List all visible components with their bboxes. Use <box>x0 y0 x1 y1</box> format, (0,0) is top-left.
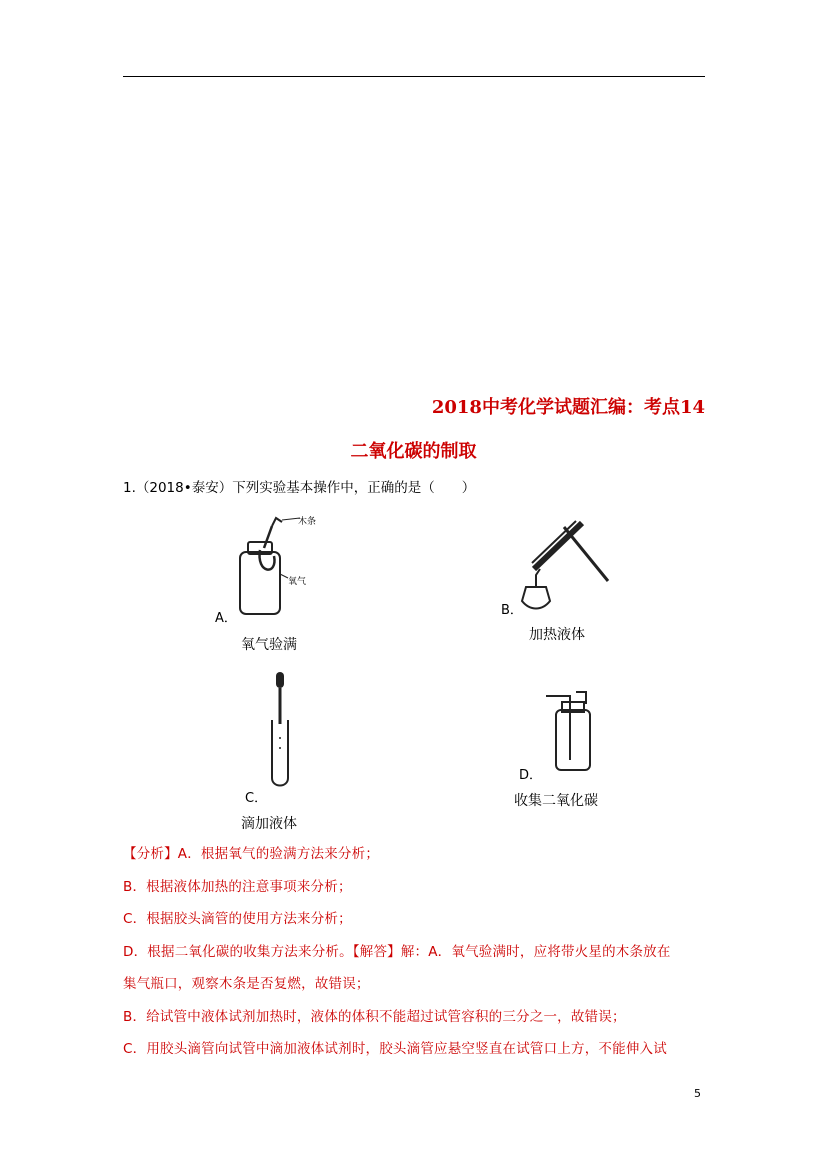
option-c-letter: C． <box>245 791 268 806</box>
option-b-caption: 加热液体 <box>529 627 585 643</box>
figure-a-oxygen-test <box>228 512 338 622</box>
header-rule <box>123 76 705 77</box>
option-a-letter: A． <box>215 611 237 626</box>
document-title: 2018中考化学试题汇编：考点14 <box>431 397 705 418</box>
page-number: 5 <box>694 1087 701 1100</box>
analysis-line-4: D．根据二氧化碳的收集方法来分析。【解答】解：A．氧气验满时，应将带火星的木条放在 <box>123 944 671 960</box>
option-d-caption: 收集二氧化碳 <box>514 793 598 809</box>
analysis-line-5: 集气瓶口，观察木条是否复燃，故错误； <box>123 976 370 992</box>
figure-c-dropping-liquid <box>262 670 302 790</box>
question-stem: 1.（2018•泰安）下列实验基本操作中，正确的是（ ） <box>123 480 476 496</box>
option-c-caption: 滴加液体 <box>241 816 297 832</box>
label-wood-stick: 木条 <box>298 517 317 527</box>
figure-b-heating-liquid <box>512 517 612 617</box>
analysis-line-7: C．用胶头滴管向试管中滴加液体试剂时，胶头滴管应悬空竖直在试管口上方，不能伸入试 <box>123 1041 667 1057</box>
analysis-line-1: 【分析】A．根据氧气的验满方法来分析； <box>123 846 380 862</box>
option-a-caption: 氧气验满 <box>241 637 297 653</box>
option-d-letter: D． <box>519 768 543 783</box>
analysis-line-6: B．给试管中液体试剂加热时，液体的体积不能超过试管容积的三分之一，故错误； <box>123 1009 626 1025</box>
analysis-line-2: B．根据液体加热的注意事项来分析； <box>123 879 352 895</box>
figure-d-collecting-co2 <box>540 690 600 775</box>
analysis-line-3: C．根据胶头滴管的使用方法来分析； <box>123 911 352 927</box>
option-b-letter: B． <box>501 603 523 618</box>
label-oxygen: 氧气 <box>288 577 307 587</box>
document-subtitle: 二氧化碳的制取 <box>350 441 477 462</box>
